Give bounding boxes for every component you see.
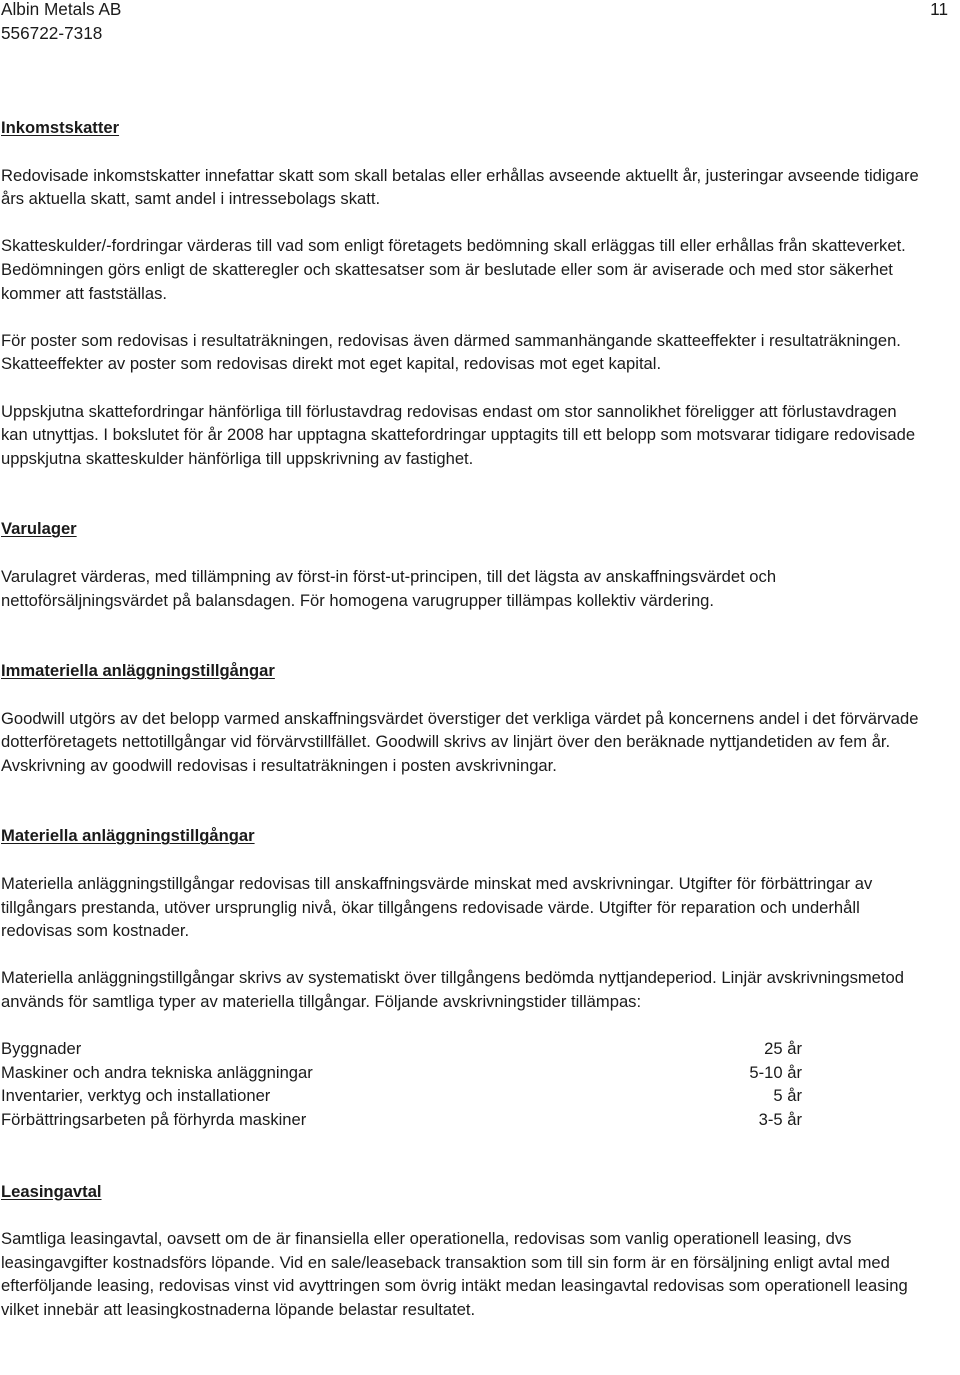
depreciation-period: 3-5 år (758, 1110, 802, 1129)
section-heading: Immateriella anläggningstillgångar (1, 661, 275, 681)
table-row (1, 1108, 802, 1132)
page-number: 11 (930, 0, 948, 19)
asset-category: Maskiner och andra tekniska anläggningar (1, 1062, 313, 1082)
table-row (1, 1061, 802, 1085)
table-row (1, 1084, 802, 1108)
asset-category: Inventarier, verktyg och installationer (1, 1086, 271, 1106)
section-heading: Leasingavtal (1, 1181, 102, 1201)
table-row (1, 1037, 802, 1061)
company-name: Albin Metals AB (1, 0, 122, 19)
asset-category: Förbättringsarbeten på förhyrda maskiner (1, 1110, 307, 1129)
asset-category: Byggnader (1, 1039, 82, 1059)
section-heading: Inkomstskatter (1, 118, 120, 137)
depreciation-period: 5 år (773, 1086, 802, 1106)
page-content (1, 116, 921, 1345)
paragraph: För poster som redovisas i resultaträkningen, redovisas även därmed sammanhängande skatteeffekter i resultaträkningen. Skatteeffekter av poster som redovisas direkt mot eget kapital, redovisas mot eget kapital. (1, 330, 901, 374)
paragraph: Materiella anläggningstillgångar skrivs av systematiskt över tillgångens bedömda nyttjandeperiod. Linjär avskrivningsmetod används för samtliga typer av materiella tillgångar. Följande avskrivningstider tillämpas: (1, 968, 904, 1012)
section-varulager (1, 517, 921, 612)
section-materiella (1, 824, 921, 1131)
section-inkomstskatter (1, 116, 921, 470)
paragraph: Goodwill utgörs av det belopp varmed anskaffningsvärdet överstiger det verkliga värdet på koncernens andel i det förvärvade dotterföretagets nettotillgångar vid förvärvstillfället. Goodwill skrivs av linjärt över den beräknade nyttjandetiden av fem år. Avskrivning av goodwill redovisas i resultaträkningen i posten avskrivningar. (1, 708, 919, 775)
section-immateriella (1, 659, 921, 777)
section-heading: Materiella anläggningstillgångar (1, 826, 255, 846)
depreciation-period: 5-10 år (749, 1062, 802, 1082)
paragraph: Uppskjutna skattefordringar hänförliga till förlustavdrag redovisas endast om stor sannolikhet föreligger att förlustavdragen kan utnyttjas. I bokslutet för år 2008 har upptagna skattefordringar upptagits till ett belopp som motsvarar tidigare redovisade uppskjutna skatteskulder hänförliga till uppskrivning av fastighet. (1, 401, 916, 468)
paragraph: Redovisade inkomstskatter innefattar skatt som skall betalas eller erhållas avseende aktuellt år, justeringar avseende tidigare års aktuella skatt, samt andel i intressebolags skatt. (1, 165, 919, 209)
section-heading: Varulager (1, 519, 77, 539)
paragraph: Materiella anläggningstillgångar redovisas till anskaffningsvärde minskat med avskrivningar. Utgifter för förbättringar av tillgångars prestanda, utöver ursprunglig nivå, ökar tillgångens redovisade värde. Utgifter för reparation och underhåll redovisas som kostnader. (1, 874, 873, 941)
depreciation-period: 25 år (764, 1039, 802, 1059)
section-leasingavtal (1, 1180, 921, 1322)
org-number: 556722-7318 (1, 23, 103, 43)
paragraph: Skatteskulder/-fordringar värderas till vad som enligt företagets bedömning skall erläggas till eller erhållas från skatteverket. Bedömningen görs enligt de skatteregler och skattesatser som är beslutade eller som är aviserade och med stor säkerhet kommer att fastställas. (1, 236, 906, 303)
paragraph: Samtliga leasingavtal, oavsett om de är finansiella eller operationella, redovisas som vanlig operationell leasing, dvs leasingavgifter kostnadsförs löpande. Vid en sale/leaseback transaktion som till sin form är en försäljning enligt avtal med efterföljande leasing, redovisas vinst vid avyttringen som övrig intäkt medan leasingavtal redovisas som operationell leasing vilket innebär att leasingkostnaderna löpande belastar resultatet. (1, 1229, 908, 1319)
paragraph: Varulagret värderas, med tillämpning av först-in först-ut-principen, till det lägsta av anskaffningsvärdet och nettoförsäljningsvärdet på balansdagen. För homogena varugrupper tillämpas kollektiv värdering. (1, 566, 777, 610)
depreciation-table (1, 1037, 802, 1131)
